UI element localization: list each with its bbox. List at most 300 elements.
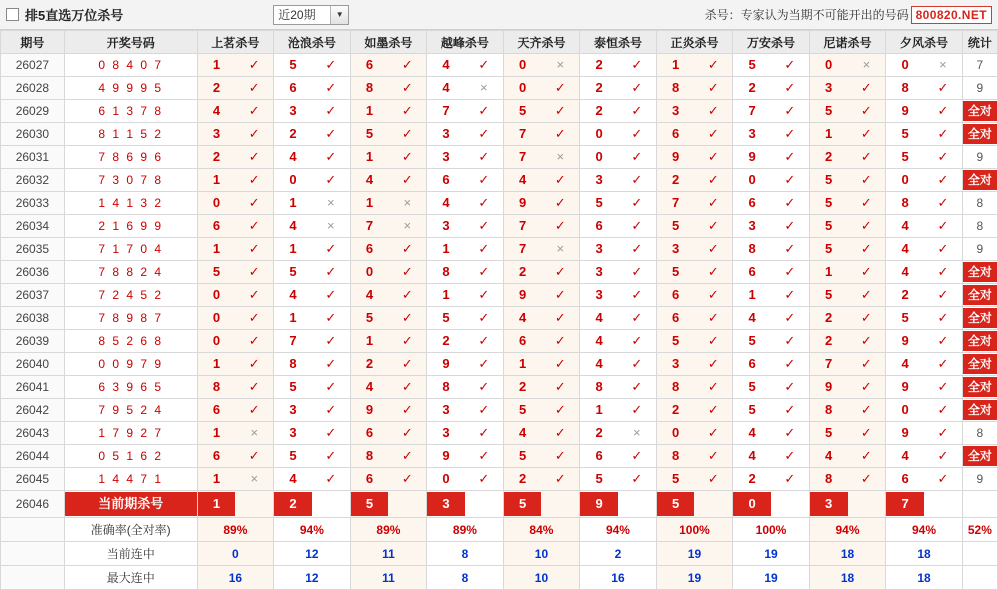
kill-number: 1	[212, 57, 221, 72]
expert-kill-cell	[503, 261, 580, 284]
expert-kill-cell	[427, 123, 504, 146]
row-draw-code: 8 5 2 6 8	[64, 330, 197, 353]
kill-number: 4	[289, 218, 297, 233]
check-icon: ✓	[248, 356, 260, 371]
expert-kill-cell	[656, 376, 733, 399]
expert-kill-cell	[197, 353, 274, 376]
check-icon: ✓	[784, 241, 796, 256]
row-total: 8	[962, 215, 997, 238]
check-icon: ✓	[325, 356, 337, 371]
expert-kill-cell	[580, 445, 657, 468]
kill-number: 1	[289, 310, 297, 325]
expert-kill-cell	[809, 468, 886, 491]
kill-number: 1	[671, 57, 680, 72]
kill-number: 3	[595, 287, 603, 302]
kill-number: 5	[825, 172, 833, 187]
expert-kill-cell	[580, 422, 657, 445]
check-icon: ✓	[631, 80, 643, 95]
expert-kill-cell	[197, 445, 274, 468]
kill-number: 8	[901, 80, 909, 95]
period-select-value: 近20期	[278, 8, 316, 22]
all-correct-badge: 全对	[963, 331, 997, 351]
check-icon: ✓	[860, 448, 872, 463]
check-icon: ✓	[478, 287, 490, 302]
kill-number: 1	[825, 264, 833, 279]
expert-kill-cell	[580, 215, 657, 238]
expert-kill-cell	[274, 100, 351, 123]
expert-kill-cell	[656, 353, 733, 376]
check-icon: ✓	[707, 264, 719, 279]
current-kill-cell	[350, 491, 427, 518]
expert-kill-cell	[733, 261, 810, 284]
current-kill-number: 0	[733, 492, 771, 516]
kill-number: 5	[518, 448, 527, 463]
check-icon: ✓	[631, 126, 643, 141]
check-icon: ✓	[325, 333, 337, 348]
check-icon: ✓	[401, 57, 413, 72]
expert-kill-cell	[350, 445, 427, 468]
chevron-down-icon[interactable]: ▼	[330, 6, 348, 24]
table-row	[1, 77, 998, 100]
check-icon: ✓	[325, 264, 337, 279]
expert-kill-cell	[197, 100, 274, 123]
kill-number: 4	[518, 425, 527, 440]
expert-kill-cell	[733, 353, 810, 376]
check-icon: ✓	[554, 80, 566, 95]
kill-number: 6	[595, 448, 603, 463]
kill-number: 6	[365, 425, 374, 440]
check-icon: ✓	[937, 103, 949, 118]
kill-number: 5	[518, 402, 527, 417]
expert-kill-cell	[656, 123, 733, 146]
row-draw-code: 1 4 4 7 1	[64, 468, 197, 491]
check-icon: ✓	[784, 356, 796, 371]
check-icon: ✓	[860, 126, 872, 141]
kill-number: 4	[289, 471, 297, 486]
check-icon: ✓	[401, 402, 413, 417]
kill-number: 7	[518, 149, 527, 164]
check-icon: ✓	[860, 172, 872, 187]
check-icon: ✓	[478, 264, 490, 279]
kill-number: 0	[518, 57, 527, 72]
check-icon: ✓	[248, 379, 260, 394]
kill-number: 3	[748, 126, 756, 141]
kill-number: 6	[212, 218, 221, 233]
expert-kill-cell	[503, 146, 580, 169]
expert-kill-cell	[274, 261, 351, 284]
kill-number: 0	[595, 149, 603, 164]
expert-kill-cell	[886, 215, 963, 238]
kill-number: 6	[365, 471, 374, 486]
expert-kill-cell	[274, 238, 351, 261]
kill-number: 9	[518, 195, 527, 210]
kill-number: 4	[748, 448, 756, 463]
check-icon: ✓	[478, 149, 490, 164]
check-icon: ✓	[478, 126, 490, 141]
col-expert-2: 沧浪杀号	[274, 31, 351, 54]
check-icon: ✓	[401, 425, 413, 440]
all-correct-badge: 全对	[963, 285, 997, 305]
stat-value: 16	[197, 566, 274, 590]
stat-value: 8	[427, 542, 504, 566]
expert-kill-cell	[886, 468, 963, 491]
kill-number: 3	[442, 149, 450, 164]
kill-number: 6	[671, 310, 680, 325]
expert-kill-cell	[580, 77, 657, 100]
expert-kill-cell	[503, 77, 580, 100]
check-icon: ✓	[325, 172, 337, 187]
kill-number: 5	[365, 310, 374, 325]
check-icon: ✓	[937, 379, 949, 394]
expert-kill-cell	[427, 238, 504, 261]
kill-number: 4	[518, 172, 527, 187]
stat-row	[1, 518, 998, 542]
expert-kill-cell	[274, 192, 351, 215]
check-icon: ✓	[401, 172, 413, 187]
current-kill-number: 5	[351, 492, 389, 516]
kill-number: 5	[825, 287, 833, 302]
expert-kill-cell	[503, 169, 580, 192]
kill-number: 7	[825, 356, 833, 371]
kill-number: 3	[289, 103, 297, 118]
check-icon: ✓	[707, 310, 719, 325]
expert-kill-cell	[503, 54, 580, 77]
expert-kill-cell	[733, 100, 810, 123]
check-icon: ✓	[784, 402, 796, 417]
check-icon: ✓	[937, 287, 949, 302]
current-kill-cell	[886, 491, 963, 518]
col-code: 开奖号码	[64, 31, 197, 54]
col-total: 统计	[962, 31, 997, 54]
check-icon: ✓	[631, 103, 643, 118]
top-bar	[0, 0, 998, 30]
kill-number: 4	[825, 448, 833, 463]
check-icon: ✓	[937, 126, 949, 141]
kill-number: 1	[365, 103, 374, 118]
expert-kill-cell	[427, 192, 504, 215]
current-kill-number: 9	[580, 492, 618, 516]
kill-number: 2	[442, 333, 450, 348]
kill-number: 5	[748, 57, 756, 72]
row-period: 26032	[1, 169, 65, 192]
kill-number: 8	[442, 379, 450, 394]
check-icon: ✓	[401, 379, 413, 394]
check-icon: ✓	[860, 218, 872, 233]
all-correct-badge: 全对	[963, 262, 997, 282]
check-icon: ✓	[554, 333, 566, 348]
expert-kill-cell	[503, 123, 580, 146]
check-icon: ✓	[937, 310, 949, 325]
row-period: 26031	[1, 146, 65, 169]
check-icon: ✓	[707, 57, 719, 72]
kill-number: 5	[289, 448, 297, 463]
expert-kill-cell	[427, 77, 504, 100]
check-icon: ✓	[325, 379, 337, 394]
check-icon: ✓	[248, 333, 260, 348]
stat-value: 12	[274, 542, 351, 566]
table-row	[1, 215, 998, 238]
kill-number: 8	[289, 356, 297, 371]
stat-value: 84%	[503, 518, 580, 542]
expert-kill-cell	[580, 376, 657, 399]
check-icon: ✓	[707, 172, 719, 187]
expert-kill-cell	[656, 169, 733, 192]
check-icon: ✓	[860, 379, 872, 394]
kill-number: 2	[671, 172, 680, 187]
kill-number: 8	[595, 379, 603, 394]
expert-kill-cell	[809, 54, 886, 77]
check-icon: ✓	[325, 448, 337, 463]
stat-value: 89%	[350, 518, 427, 542]
check-icon: ✓	[707, 402, 719, 417]
check-icon: ✓	[631, 195, 643, 210]
expert-kill-cell	[274, 376, 351, 399]
check-icon: ✓	[784, 471, 796, 486]
kill-number: 4	[518, 310, 527, 325]
check-icon: ✓	[707, 471, 719, 486]
check-icon: ✓	[554, 172, 566, 187]
col-expert-5: 天齐杀号	[503, 31, 580, 54]
check-icon: ✓	[784, 103, 796, 118]
expert-kill-cell	[733, 146, 810, 169]
expert-kill-cell	[427, 146, 504, 169]
check-icon: ✓	[937, 149, 949, 164]
kill-number: 0	[212, 310, 221, 325]
row-period: 26030	[1, 123, 65, 146]
check-icon: ✓	[784, 195, 796, 210]
table-row	[1, 353, 998, 376]
table-row	[1, 422, 998, 445]
row-draw-code: 2 1 6 9 9	[64, 215, 197, 238]
stat-total	[962, 566, 997, 590]
kill-number: 6	[595, 218, 603, 233]
expert-kill-cell	[197, 284, 274, 307]
expert-kill-cell	[809, 215, 886, 238]
stat-value: 19	[656, 542, 733, 566]
check-icon: ✓	[860, 241, 872, 256]
check-icon: ✓	[478, 103, 490, 118]
check-icon: ✓	[478, 57, 490, 72]
check-icon: ✓	[325, 57, 337, 72]
expert-kill-cell	[733, 169, 810, 192]
check-icon: ✓	[707, 448, 719, 463]
check-icon: ✓	[784, 448, 796, 463]
check-icon: ✓	[401, 471, 413, 486]
all-correct-badge: 全对	[963, 400, 997, 420]
kill-number: 3	[442, 218, 450, 233]
expert-kill-cell	[503, 445, 580, 468]
stat-value: 10	[503, 542, 580, 566]
kill-number: 3	[671, 356, 680, 371]
kill-number: 2	[595, 103, 603, 118]
check-icon: ✓	[325, 103, 337, 118]
expert-kill-cell	[656, 399, 733, 422]
stat-row-spacer	[1, 542, 65, 566]
row-total	[962, 376, 997, 399]
check-icon: ✓	[248, 80, 260, 95]
cross-icon: ×	[480, 80, 488, 95]
kill-number: 0	[671, 425, 680, 440]
expert-kill-cell	[350, 123, 427, 146]
kill-number: 9	[901, 379, 909, 394]
kill-number: 1	[212, 356, 221, 371]
expert-kill-cell	[733, 468, 810, 491]
current-kill-number: 1	[198, 492, 236, 516]
expert-kill-cell	[274, 146, 351, 169]
row-draw-code: 1 4 1 3 2	[64, 192, 197, 215]
check-icon: ✓	[631, 264, 643, 279]
expert-kill-cell	[886, 169, 963, 192]
expert-kill-cell	[274, 422, 351, 445]
expert-kill-cell	[350, 376, 427, 399]
check-icon: ✓	[631, 241, 643, 256]
expert-kill-cell	[656, 261, 733, 284]
all-correct-badge: 全对	[963, 446, 997, 466]
expert-kill-cell	[580, 330, 657, 353]
check-icon: ✓	[554, 218, 566, 233]
expert-kill-cell	[733, 330, 810, 353]
select-all-checkbox[interactable]	[6, 8, 19, 21]
expert-kill-cell	[733, 284, 810, 307]
col-expert-7: 正炎杀号	[656, 31, 733, 54]
kill-number: 3	[825, 80, 833, 95]
kill-number: 1	[595, 402, 603, 417]
check-icon: ✓	[554, 356, 566, 371]
check-icon: ✓	[478, 218, 490, 233]
kill-number: 0	[901, 402, 909, 417]
expert-kill-cell	[733, 238, 810, 261]
expert-kill-cell	[427, 100, 504, 123]
kill-number: 5	[748, 333, 756, 348]
expert-kill-cell	[503, 100, 580, 123]
check-icon: ✓	[860, 264, 872, 279]
expert-kill-cell	[274, 445, 351, 468]
check-icon: ✓	[784, 287, 796, 302]
kill-number: 5	[671, 333, 680, 348]
row-period: 26040	[1, 353, 65, 376]
row-period: 26037	[1, 284, 65, 307]
check-icon: ✓	[784, 218, 796, 233]
row-total	[962, 169, 997, 192]
expert-kill-cell	[274, 468, 351, 491]
current-kill-number: 3	[427, 492, 465, 516]
kill-number: 2	[365, 356, 374, 371]
kill-number: 1	[212, 241, 221, 256]
expert-kill-cell	[197, 399, 274, 422]
check-icon: ✓	[707, 379, 719, 394]
kill-number: 7	[289, 333, 297, 348]
kill-number: 3	[442, 425, 450, 440]
row-period: 26043	[1, 422, 65, 445]
check-icon: ✓	[248, 264, 260, 279]
kill-number: 8	[671, 80, 680, 95]
kill-number: 5	[289, 57, 297, 72]
period-select[interactable]	[273, 5, 349, 25]
row-total	[962, 261, 997, 284]
kill-number: 3	[442, 402, 450, 417]
row-draw-code: 7 9 5 2 4	[64, 399, 197, 422]
kill-number: 4	[365, 287, 374, 302]
row-draw-code: 7 2 4 5 2	[64, 284, 197, 307]
check-icon: ✓	[554, 402, 566, 417]
stat-row	[1, 542, 998, 566]
check-icon: ✓	[860, 287, 872, 302]
check-icon: ✓	[631, 379, 643, 394]
kill-number: 4	[748, 310, 756, 325]
table-header-row	[1, 31, 998, 54]
row-total: 9	[962, 238, 997, 261]
kill-number: 8	[365, 448, 374, 463]
expert-kill-cell	[350, 169, 427, 192]
kill-number: 1	[748, 287, 756, 302]
expert-kill-cell	[274, 284, 351, 307]
row-period: 26036	[1, 261, 65, 284]
kill-number: 7	[442, 103, 450, 118]
current-period-number: 26046	[1, 491, 65, 518]
cross-icon: ×	[556, 149, 565, 164]
check-icon: ✓	[784, 126, 796, 141]
check-icon: ✓	[554, 448, 566, 463]
cross-icon: ×	[403, 218, 412, 233]
kill-number: 5	[825, 103, 833, 118]
kill-number: 6	[365, 241, 374, 256]
kill-number: 5	[748, 402, 756, 417]
check-icon: ✓	[784, 310, 796, 325]
current-kill-label: 当前期杀号	[65, 492, 197, 516]
check-icon: ✓	[784, 379, 796, 394]
stat-value: 94%	[580, 518, 657, 542]
expert-kill-cell	[580, 54, 657, 77]
check-icon: ✓	[554, 310, 566, 325]
stat-value: 89%	[427, 518, 504, 542]
kill-number: 5	[365, 126, 374, 141]
expert-kill-cell	[809, 445, 886, 468]
expert-kill-cell	[809, 284, 886, 307]
check-icon: ✓	[860, 103, 872, 118]
row-draw-code: 1 7 9 2 7	[64, 422, 197, 445]
kill-number: 4	[901, 448, 909, 463]
check-icon: ✓	[631, 448, 643, 463]
current-kill-cell	[809, 491, 886, 518]
stat-row-spacer	[1, 518, 65, 542]
check-icon: ✓	[631, 287, 643, 302]
stat-label: 准确率(全对率)	[64, 518, 197, 542]
kill-number: 4	[365, 379, 374, 394]
kill-number: 9	[825, 379, 833, 394]
expert-kill-cell	[886, 353, 963, 376]
kill-number: 6	[212, 448, 221, 463]
expert-kill-cell	[656, 468, 733, 491]
expert-kill-cell	[656, 307, 733, 330]
expert-kill-cell	[427, 307, 504, 330]
check-icon: ✓	[554, 195, 566, 210]
check-icon: ✓	[325, 149, 337, 164]
kill-number: 2	[518, 379, 527, 394]
kill-number: 4	[595, 333, 603, 348]
row-draw-code: 7 8 6 9 6	[64, 146, 197, 169]
table-row	[1, 445, 998, 468]
check-icon: ✓	[248, 195, 260, 210]
current-kill-number: 3	[810, 492, 848, 516]
stat-value: 0	[197, 542, 274, 566]
expert-kill-cell	[274, 399, 351, 422]
row-period: 26042	[1, 399, 65, 422]
kill-number: 8	[671, 448, 680, 463]
kill-number: 4	[289, 287, 297, 302]
expert-kill-cell	[733, 376, 810, 399]
check-icon: ✓	[860, 149, 872, 164]
expert-kill-cell	[350, 100, 427, 123]
